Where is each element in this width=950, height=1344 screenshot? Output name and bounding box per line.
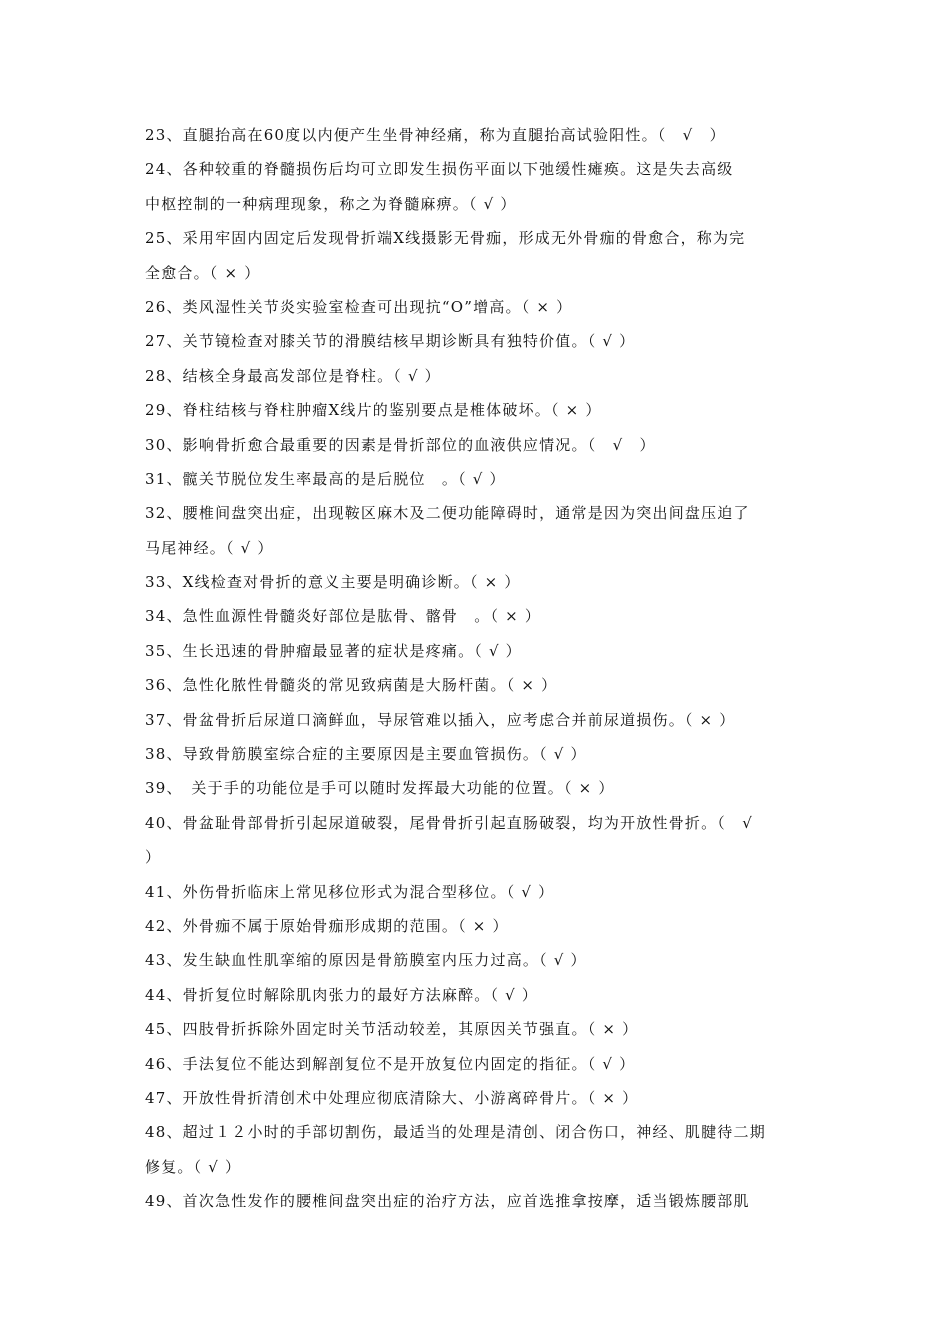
text-line: 31、髋关节脱位发生率最高的是后脱位 。（ √ ）	[145, 469, 506, 488]
text-line: 46、手法复位不能达到解剖复位不是开放复位内固定的指征。（ √ ）	[145, 1054, 636, 1073]
text-line: 42、外骨痂不属于原始骨痂形成期的范围。（ × ）	[145, 916, 509, 935]
text-line: 41、外伤骨折临床上常见移位形式为混合型移位。（ √ ）	[145, 882, 555, 901]
text-line: 47、开放性骨折清创术中处理应彻底清除大、小游离碎骨片。（ × ）	[145, 1088, 639, 1107]
text-line: 27、关节镜检查对膝关节的滑膜结核早期诊断具有独特价值。（ √ ）	[145, 332, 636, 351]
text-line: 马尾神经。（ √ ）	[145, 538, 274, 557]
text-line: 修复。（ √ ）	[145, 1157, 242, 1176]
text-line: ）	[145, 848, 162, 867]
text-line: 28、结核全身最高发部位是脊柱。（ √ ）	[145, 366, 441, 385]
text-line: 48、超过１２小时的手部切割伤，最适当的处理是清创、闭合伤口，神经、肌腱待二期	[145, 1123, 766, 1142]
text-line: 34、急性血源性骨髓炎好部位是肱骨、髂骨 。（ × ）	[145, 607, 542, 626]
text-line: 39、 关于手的功能位是手可以随时发挥最大功能的位置。（ × ）	[145, 779, 615, 798]
text-line: 25、采用牢固内固定后发现骨折端X线摄影无骨痂，形成无外骨痂的骨愈合，称为完	[145, 229, 746, 248]
text-line: 40、骨盆耻骨部骨折引起尿道破裂，尾骨骨折引起直肠破裂，均为开放性骨折。（ √	[145, 813, 753, 832]
text-line: 38、导致骨筋膜室综合症的主要原因是主要血管损伤。（ √ ）	[145, 745, 587, 764]
text-line: 44、骨折复位时解除肌肉张力的最好方法麻醉。（ √ ）	[145, 985, 539, 1004]
text-line: 30、影响骨折愈合最重要的因素是骨折部位的血液供应情况。（ √ ）	[145, 435, 656, 454]
text-line: 24、各种较重的脊髓损伤后均可立即发生损伤平面以下弛缓性瘫痪。这是失去高级	[145, 160, 734, 179]
text-line: 35、生长迅速的骨肿瘤最显著的症状是疼痛。（ √ ）	[145, 641, 522, 660]
text-line: 36、急性化脓性骨髓炎的常见致病菌是大肠杆菌。（ × ）	[145, 676, 558, 695]
question-list	[145, 118, 815, 1219]
text-line: 45、四肢骨折拆除外固定时关节活动较差，其原因关节强直。（ × ）	[145, 1020, 639, 1039]
text-line: 33、X线检查对骨折的意义主要是明确诊断。（ × ）	[145, 573, 521, 592]
text-line: 中枢控制的一种病理现象，称之为脊髓麻痹。（ √ ）	[145, 194, 517, 213]
text-line: 29、脊柱结核与脊柱肿瘤X线片的鉴别要点是椎体破坏。（ × ）	[145, 401, 602, 420]
text-line: 全愈合。（ × ）	[145, 263, 261, 282]
text-line: 32、腰椎间盘突出症，出现鞍区麻木及二便功能障碍时，通常是因为突出间盘压迫了	[145, 504, 750, 523]
text-line: 26、类风湿性关节炎实验室检查可出现抗“O”增高。（ × ）	[145, 297, 573, 316]
text-line: 49、首次急性发作的腰椎间盘突出症的治疗方法，应首选推拿按摩，适当锻炼腰部肌	[145, 1192, 750, 1211]
text-line: 37、骨盆骨折后尿道口滴鲜血，导尿管难以插入，应考虑合并前尿道损伤。（ × ）	[145, 710, 736, 729]
text-line: 23、直腿抬高在60度以内便产生坐骨神经痛，称为直腿抬高试验阳性。（ √ ）	[145, 126, 726, 144]
text-line: 43、发生缺血性肌挛缩的原因是骨筋膜室内压力过高。（ √ ）	[145, 951, 587, 970]
